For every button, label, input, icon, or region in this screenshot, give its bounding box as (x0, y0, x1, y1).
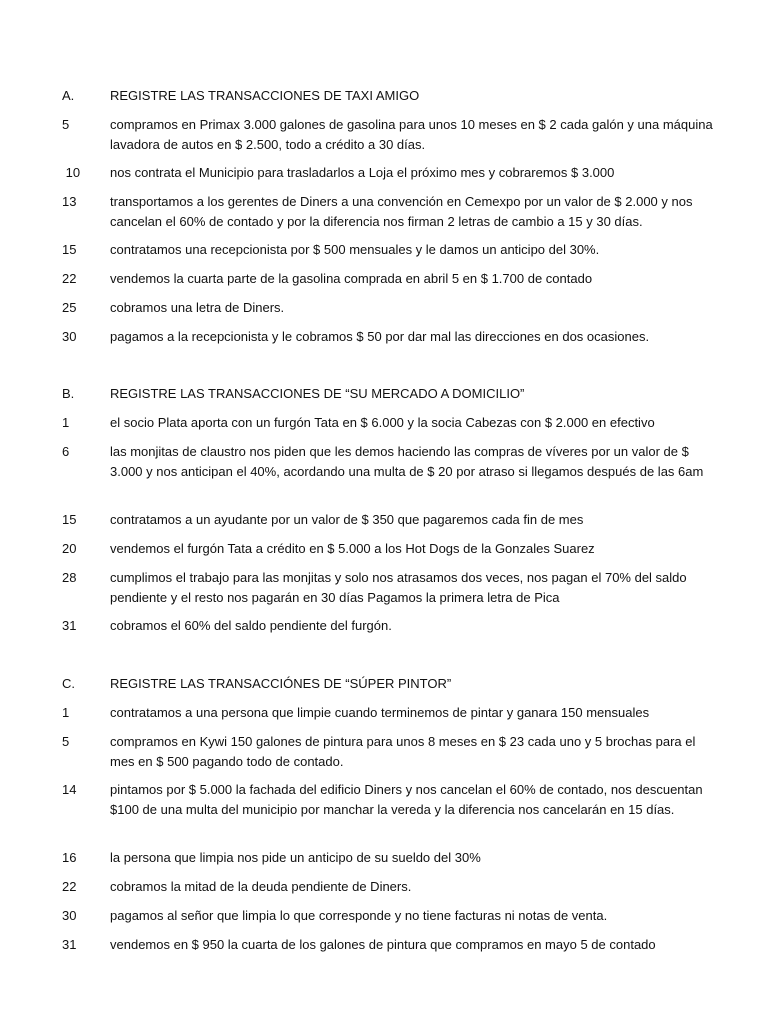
transaction-day: 28 (62, 570, 77, 585)
transaction-day: 22 (62, 271, 77, 286)
transaction-text: cobramos el 60% del saldo pendiente del furgón. (110, 618, 392, 633)
section-letter: A. (62, 88, 75, 103)
transaction-day: 16 (62, 850, 77, 865)
transaction-day: 30 (62, 329, 77, 344)
transaction-text: las monjitas de claustro nos piden que les demos haciendo las compras de víveres por un valor de $ 3.000 y nos anticipan el 40%, acordando una multa de $ 20 por atraso si llegamos después de las 6am (110, 444, 704, 479)
transaction-text: cobramos la mitad de la deuda pendiente de Diners. (110, 879, 412, 894)
transaction-text: pagamos al señor que limpia lo que corresponde y no tiene facturas ni notas de venta. (110, 908, 608, 923)
transaction-day: 5 (62, 734, 70, 749)
transaction-text: nos contrata el Municipio para trasladarlos a Loja el próximo mes y cobraremos $ 3.000 (110, 165, 615, 180)
section-letter: C. (62, 676, 75, 691)
section-title: REGISTRE LAS TRANSACCIÓNES DE “SÚPER PINTOR” (110, 676, 452, 691)
transaction-day: 22 (62, 879, 77, 894)
transaction-text: el socio Plata aporta con un furgón Tata en $ 6.000 y la socia Cabezas con $ 2.000 en efectivo (110, 415, 655, 430)
transaction-day: 1 (62, 705, 70, 720)
transaction-day: 10 (62, 165, 81, 180)
transaction-text: compramos en Kywi 150 galones de pintura para unos 8 meses en $ 23 cada uno y 5 brochas para el mes en $ 500 pagando todo de contado. (110, 734, 696, 769)
section-letter: B. (62, 386, 75, 401)
transaction-text: vendemos en $ 950 la cuarta de los galones de pintura que compramos en mayo 5 de contado (110, 937, 656, 952)
transaction-day: 13 (62, 194, 77, 209)
section-title: REGISTRE LAS TRANSACCIONES DE “SU MERCADO A DOMICILIO” (110, 386, 525, 401)
transaction-day: 31 (62, 618, 77, 633)
transaction-day: 15 (62, 242, 77, 257)
transaction-text: vendemos el furgón Tata a crédito en $ 5.000 a los Hot Dogs de la Gonzales Suarez (110, 541, 595, 556)
transaction-text: la persona que limpia nos pide un anticipo de su sueldo del 30% (110, 850, 481, 865)
transaction-text: compramos en Primax 3.000 galones de gasolina para unos 10 meses en $ 2 cada galón y una máquina lavadora de autos en $ 2.500, todo a crédito a 30 días. (110, 117, 713, 152)
transaction-text: pintamos por $ 5.000 la fachada del edificio Diners y nos cancelan el 60% de contado, nos descuentan $100 de una multa del municipio por manchar la vereda y la diferencia nos cancelarán en 15 días. (110, 782, 703, 817)
transaction-day: 25 (62, 300, 77, 315)
transaction-text: cobramos una letra de Diners. (110, 300, 285, 315)
transaction-text: vendemos la cuarta parte de la gasolina comprada en abril 5 en $ 1.700 de contado (110, 271, 593, 286)
transaction-text: cumplimos el trabajo para las monjitas y solo nos atrasamos dos veces, nos pagan el 70% del saldo pendiente y el resto nos pagarán en 30 días Pagamos la primera letra de Pica (110, 570, 687, 605)
transaction-day: 30 (62, 908, 77, 923)
transaction-day: 5 (62, 117, 70, 132)
transaction-day: 6 (62, 444, 70, 459)
transaction-day: 20 (62, 541, 77, 556)
transaction-day: 1 (62, 415, 70, 430)
transaction-text: contratamos a un ayudante por un valor de $ 350 que pagaremos cada fin de mes (110, 512, 584, 527)
transaction-text: transportamos a los gerentes de Diners a una convención en Cemexpo por un valor de $ 2.000 y nos cancelan el 60% de contado y por la diferencia nos firman 2 letras de cambio a 15 y 30 días. (110, 194, 693, 229)
transaction-day: 31 (62, 937, 77, 952)
section-title: REGISTRE LAS TRANSACCIONES DE TAXI AMIGO (110, 88, 420, 103)
transaction-text: contratamos una recepcionista por $ 500 mensuales y le damos un anticipo del 30%. (110, 242, 600, 257)
transaction-day: 15 (62, 512, 77, 527)
transaction-day: 14 (62, 782, 77, 797)
transaction-text: contratamos a una persona que limpie cuando terminemos de pintar y ganara 150 mensuales (110, 705, 650, 720)
transaction-text: pagamos a la recepcionista y le cobramos $ 50 por dar mal las direcciones en dos ocasiones. (110, 329, 650, 344)
